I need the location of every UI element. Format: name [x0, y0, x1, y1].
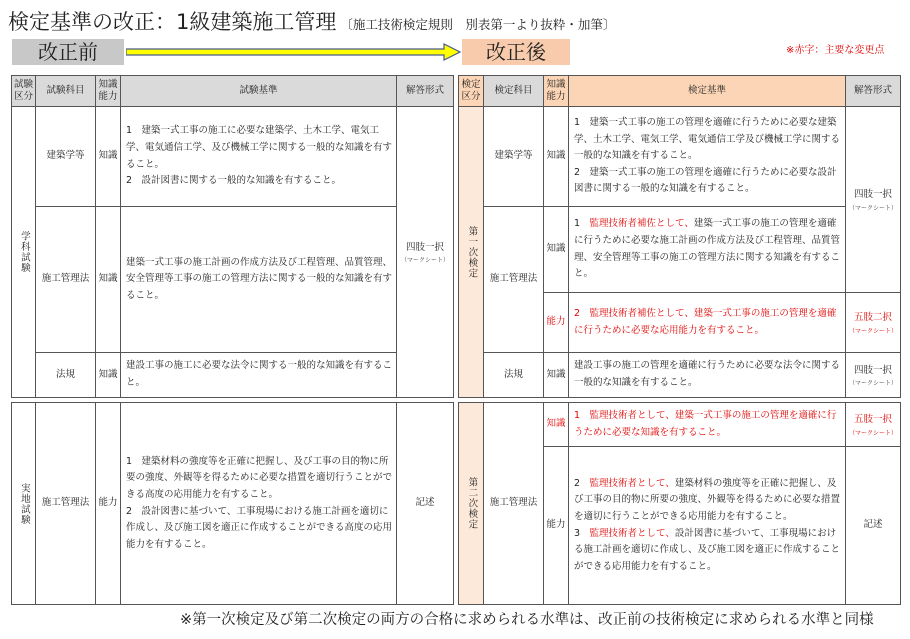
header-type: 知識能力 — [544, 76, 569, 107]
subject-cell: 施工管理法 — [484, 207, 544, 353]
header-subject: 試験科目 — [36, 76, 96, 107]
category-label: 第一次検定 — [466, 225, 478, 279]
type-cell: 能力 — [544, 293, 569, 353]
format-cell — [397, 107, 454, 398]
right-arrow-icon — [126, 43, 462, 61]
type-cell: 知識 — [544, 403, 569, 447]
criteria-number: 2 — [574, 477, 590, 489]
table-row — [12, 353, 454, 398]
format-label: 五肢二択 — [853, 312, 892, 324]
after-header-row — [459, 76, 901, 107]
criteria-text: 設計図書に基づいて、工事現場における施工計画を適切に作成し、及び施工図を適正に作成することができる応用能力を有すること。 — [574, 527, 841, 572]
criteria-number: 3 — [574, 527, 590, 539]
criteria-cell: 1 監理技術者として、建築一式工事の施工の管理を適確に行うために必要な知識を有すること。 — [569, 403, 846, 447]
criteria-paragraph — [574, 526, 841, 576]
subject-cell: 建築学等 — [36, 107, 96, 207]
category-label: 学科試験 — [18, 231, 30, 273]
table-row — [12, 107, 454, 207]
type-cell: 知識 — [96, 207, 121, 353]
format-note: （マークシート） — [848, 204, 897, 212]
table-row — [12, 207, 454, 353]
format-cell — [846, 403, 901, 447]
after-table — [458, 75, 901, 605]
criteria-cell: 建設工事の施工に必要な法令に関する一般的な知識を有すること。 — [121, 353, 397, 398]
criteria-highlight: 監理技術者として、 — [589, 477, 675, 489]
subject-cell: 法規 — [484, 353, 544, 398]
table-row — [459, 403, 901, 447]
criteria-text: 建築材料の強度等を正確に把握し、及び工事の目的物に所要の強度、外観等を得るために必要な措置を適切に行うことができる応用能力を有すること。 — [574, 477, 841, 522]
format-label: 四肢一択 — [853, 189, 892, 201]
criteria-paragraph — [574, 476, 841, 526]
table-row — [459, 107, 901, 207]
type-cell: 能力 — [544, 447, 569, 605]
type-cell: 知識 — [544, 353, 569, 398]
criteria-cell — [569, 207, 846, 293]
format-cell — [846, 107, 901, 293]
before-label: 改正前 — [12, 39, 124, 65]
criteria-highlight: 監理技術者補佐として、建築一式工事の施工の管理を適確に行うために必要な応用能力を有すること。 — [574, 307, 837, 336]
category-cell — [459, 107, 484, 398]
criteria-text: 建築一式工事の施工の管理を適確に行うために必要な施工計画の作成方法及び工程管理、品質管理、安全管理等工事の施工の管理方法に関する知識を有すること。 — [574, 218, 841, 280]
criteria-highlight: 監理技術者として、 — [589, 527, 675, 539]
criteria-cell — [569, 447, 846, 605]
type-cell: 知識 — [96, 353, 121, 398]
subject-cell: 施工管理法 — [36, 403, 96, 605]
header-criteria: 検定基準 — [569, 76, 846, 107]
category-label: 第二次検定 — [466, 477, 478, 530]
footer-note: ※第一次検定及び第二次検定の両方の合格に求められる水準は、改正前の技術検定に求められる水準と同様 — [180, 612, 874, 628]
format-label: 四肢一択 — [405, 241, 444, 253]
format-note: （マークシート） — [400, 257, 449, 265]
criteria-number: 1 — [574, 218, 590, 230]
criteria-cell: 1 建築一式工事の施工に必要な建築学、土木工学、電気工学、電気通信工学、及び機械工学に関する一般的な知識を有すること。 2 設計図書に関する一般的な知識を有すること。 — [121, 107, 397, 207]
after-label: 改正後 — [462, 39, 570, 65]
format-cell: 記述 — [397, 403, 454, 605]
table-row — [459, 353, 901, 398]
format-cell: 記述 — [846, 447, 901, 605]
header-subject: 検定科目 — [484, 76, 544, 107]
format-note: （マークシート） — [848, 380, 897, 388]
format-cell — [846, 293, 901, 353]
type-cell: 知識 — [96, 107, 121, 207]
title-subtitle: 〔施工技術検定規則 別表第一より抜粋・加筆〕 — [340, 17, 616, 32]
subject-cell: 施工管理法 — [36, 207, 96, 353]
category-label: 実地試験 — [18, 482, 30, 525]
before-table — [11, 75, 454, 605]
criteria-cell: 1 建築材料の強度等を正確に把握し、及び工事の目的物に所要の強度、外観等を得るために必要な措置を適切行うことができる高度の応用能力を有すること。 2 設計図書に基づいて、工事現場における施工計画を適切に作成し、及び施工図を適正に作成することができる高度の応用能力を有すること。 — [121, 403, 397, 605]
subject-cell: 施工管理法 — [484, 403, 544, 605]
criteria-cell: 建築一式工事の施工計画の作成方法及び工程管理、品質管理、安全管理等工事の施工の管理方法に関する一般的な知識を有すること。 — [121, 207, 397, 353]
format-note: （マークシート） — [848, 327, 897, 335]
category-cell — [459, 403, 484, 605]
format-label: 四肢一択 — [853, 364, 892, 376]
criteria-number: 2 — [574, 307, 590, 319]
type-cell: 知識 — [544, 107, 569, 207]
category-cell — [12, 107, 36, 398]
before-header-row — [12, 76, 454, 107]
criteria-cell: 建設工事の施工の管理を適確に行うために必要な法令に関する一般的な知識を有すること。 — [569, 353, 846, 398]
red-text-note: ※赤字：主要な変更点 — [786, 45, 885, 56]
criteria-cell: 1 建築一式工事の施工の管理を適確に行うために必要な建築学、土木工学、電気工学、電気通信工学及び機械工学に関する一般的な知識を有すること。 2 建築一式工事の施工の管理を適確に行うために必要な設計図書に関する一般的な知識を有すること。 — [569, 107, 846, 207]
header-criteria: 試験基準 — [121, 76, 397, 107]
header-format: 解答形式 — [846, 76, 901, 107]
table-row — [12, 403, 454, 605]
header-format: 解答形式 — [397, 76, 454, 107]
type-cell: 知識 — [544, 207, 569, 293]
header-category: 試験区分 — [12, 76, 36, 107]
header-category: 検定区分 — [459, 76, 484, 107]
format-note: （マークシート） — [848, 429, 897, 437]
subject-cell: 法規 — [36, 353, 96, 398]
subject-cell: 建築学等 — [484, 107, 544, 207]
criteria-cell — [569, 293, 846, 353]
category-cell — [12, 403, 36, 605]
format-label: 五肢一択 — [853, 414, 892, 426]
page-title — [8, 6, 615, 36]
table-row — [459, 207, 901, 293]
header-type: 知識能力 — [96, 76, 121, 107]
type-cell: 能力 — [96, 403, 121, 605]
title-main: 検定基準の改正：1級建築施工管理 — [8, 10, 337, 34]
format-cell — [846, 353, 901, 398]
criteria-highlight: 監理技術者補佐として、 — [589, 218, 694, 230]
